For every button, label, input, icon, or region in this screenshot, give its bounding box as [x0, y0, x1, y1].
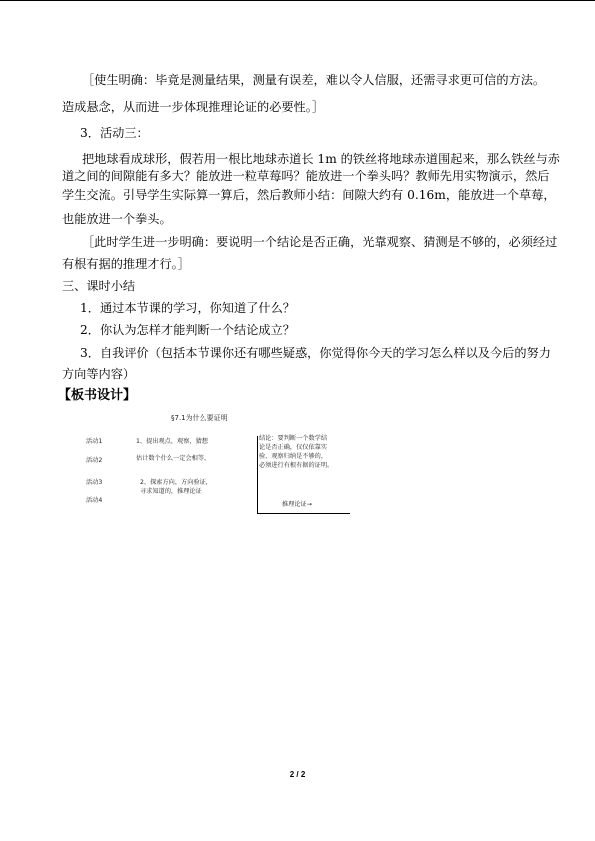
board-design-heading: 【板书设计】 — [58, 388, 137, 403]
paragraph-line: 学生交流。引导学生实际算一算后，然后教师小结：间隙大约有 0.16m，能放进一个草莓， — [62, 188, 556, 202]
board-activity-label: 活动2 — [86, 457, 103, 464]
summary-question: 1．通过本节课的学习，你知道了什么？ — [80, 301, 295, 315]
board-activity-label: 活动1 — [86, 438, 103, 445]
board-conclusion-text: 验、观察归纳是不够的， — [259, 453, 328, 460]
paragraph-line: 方向等内容） — [62, 367, 136, 381]
board-conclusion-text: 论是否正确，仅仅依靠实 — [259, 444, 328, 451]
paragraph-line: 也能放进一个拳头。 — [62, 212, 172, 226]
board-conclusion-text: 结论：要判断一个数学结 — [259, 435, 328, 442]
paragraph-line: 有根有据的推理才行。］ — [62, 257, 190, 271]
section-heading: 三、课时小结 — [62, 279, 136, 293]
board-design-diagram — [86, 410, 366, 520]
summary-question: 3．自我评价（包括本节课你还有哪些疑惑，你觉得你今天的学习怎么样以及今后的努力 — [80, 346, 551, 360]
board-middle-text: 估计数个什么一定会相等， — [136, 455, 211, 462]
paragraph-line: 造成悬念，从而进一步体现推理论证的必要性。］ — [62, 100, 325, 114]
paragraph-line: 把地球看成球形，假若用一根比地球赤道长 1m 的铁丝将地球赤道围起来，那么铁丝与赤 — [82, 152, 560, 166]
page-top-rule — [0, 0, 595, 1]
board-middle-text: 寻求知道的，推理论证 — [140, 488, 202, 495]
page-number: 2 / 2 — [289, 770, 306, 779]
paragraph-line: ［使生明确：毕竟是测量结果，测量有误差，难以令人信服，还需寻求更可信的方法。 — [82, 73, 546, 87]
activity-three-label: 3．活动三： — [80, 126, 149, 140]
summary-question: 2．你认为怎样才能判断一个结论成立？ — [80, 323, 295, 337]
paragraph-line: ［此时学生进一步明确：要说明一个结论是否正确，光靠观察、猜测是不够的，必须经过 — [82, 235, 558, 249]
board-activity-label: 活动3 — [86, 479, 103, 486]
board-title: §7.1为什么要证明 — [171, 414, 228, 422]
board-activity-label: 活动4 — [86, 497, 103, 504]
board-middle-text: 2、探索方向，方向验证， — [140, 479, 212, 486]
board-conclusion-text: 必须进行有根有据的证明。 — [259, 462, 334, 469]
paragraph-line: 道之间的间隙能有多大？能放进一粒草莓吗？能放进一个拳头吗？教师先用实物演示，然后 — [62, 169, 550, 183]
board-middle-text: 1、提出观点，观察，猜想 — [136, 438, 208, 445]
board-proof-label: 推理论证→ — [282, 501, 312, 508]
